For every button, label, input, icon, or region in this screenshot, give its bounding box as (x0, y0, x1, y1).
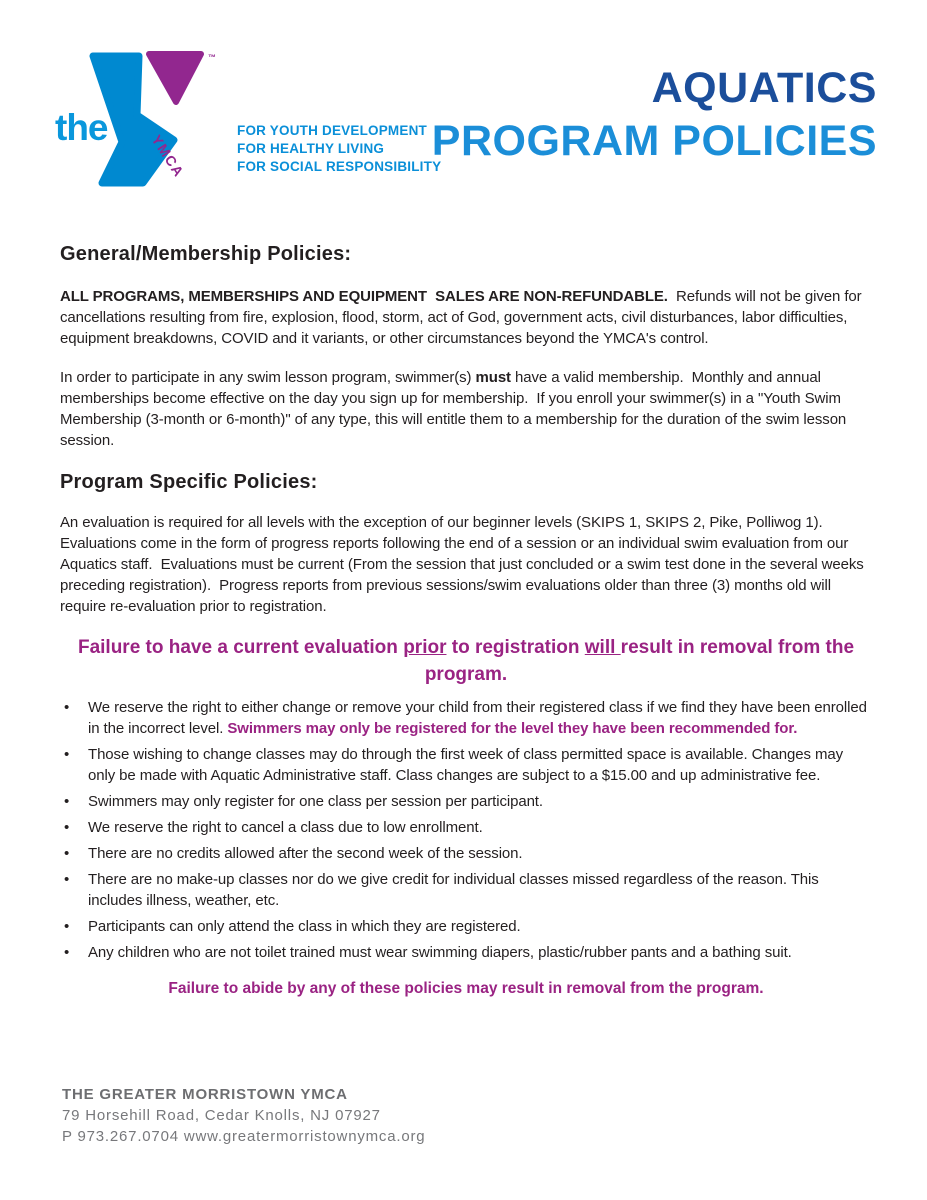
refund-policy-text: Refunds will not be given for cancellations resulting from fire, explosion, flood, storm, act of God, government acts, civil disturbances, labor difficulties, equipment breakdowns, COVID and it variants, or other circumstances beyond the YMCA's control. (60, 288, 866, 347)
ymca-logo (55, 45, 240, 200)
policy-bullet-item (60, 916, 872, 937)
must-bold: must (475, 369, 511, 386)
warning-underline-will: will (584, 637, 621, 658)
policy-bullet-list (60, 697, 872, 963)
tagline-line-1: FOR YOUTH DEVELOPMENT (237, 123, 427, 138)
logo-ymca-label: YMCA (148, 131, 188, 181)
policy-bullet-item (60, 791, 872, 812)
footer-org-name: THE GREATER MORRISTOWN YMCA (62, 1086, 348, 1103)
membership-text-2: have a valid membership. Monthly and annual memberships become effective on the day you sign up for membership. If you enroll your swimmer(s) in a "Youth Swim Membership (3-month or 6-month)" of any type, this will entitle them to a membership for the duration of the swim lesson session. (60, 369, 851, 449)
bullet-text: We reserve the right to either change or remove your child from their registered class if we find they have been enrolled in the incorrect level. (88, 699, 871, 737)
evaluation-warning (60, 634, 872, 688)
policy-bullet-item (60, 817, 872, 838)
bullet-text: Any children who are not toilet trained must wear swimming diapers, plastic/rubber pants and a bathing suit. (88, 944, 792, 961)
logo-the-label: the (55, 107, 108, 148)
warning-underline-prior: prior (403, 637, 447, 658)
bullet-text: There are no make-up classes nor do we give credit for individual classes missed regardless of the reason. This includes illness, weather, etc. (88, 871, 823, 909)
warning-text-2: to registration (446, 637, 585, 658)
y-triangle-icon (149, 54, 201, 102)
bullet-highlight-text: Swimmers may only be registered for the level they have been recommended for. (227, 720, 798, 737)
bullet-text: There are no credits allowed after the second week of the session. (88, 845, 523, 862)
bullet-text: Swimmers may only register for one class per session per participant. (88, 793, 543, 810)
warning-text-1: Failure to have a current evaluation (77, 637, 404, 658)
document-title (432, 62, 877, 168)
refund-policy-paragraph (60, 286, 872, 349)
footer-address: 79 Horsehill Road, Cedar Knolls, NJ 07927 (62, 1107, 381, 1124)
evaluation-paragraph: An evaluation is required for all levels with the exception of our beginner levels (SKIPS 1, SKIPS 2, Pike, Polliwog 1). Evaluations come in the form of progress reports following the end of a session or an individual swim evaluation from our Aquatics staff. Evaluations must be current (From the session that just concluded or a swim test done in the several weeks preceding registration). Progress reports from previous sessions/swim evaluations older than three (3) months old will require re-evaluation prior to registration. (60, 514, 868, 615)
tagline-line-2: FOR HEALTHY LIVING (237, 141, 385, 156)
title-line-aquatics: AQUATICS (651, 64, 877, 112)
program-policies-heading: Program Specific Policies: (60, 471, 318, 493)
membership-text-1: In order to participate in any swim lesson program, swimmer(s) (60, 369, 476, 386)
footer (62, 1084, 425, 1147)
bullet-text: Participants can only attend the class in which they are registered. (88, 918, 521, 935)
membership-paragraph (60, 367, 872, 451)
footer-phone-website: P 973.267.0704 www.greatermorristownymca.org (62, 1128, 426, 1145)
logo-tagline (237, 122, 441, 176)
tagline-line-3: FOR SOCIAL RESPONSIBILITY (237, 159, 442, 174)
ymca-logo-icon (55, 45, 240, 200)
title-line-program-policies: PROGRAM POLICIES (431, 117, 877, 165)
warning-text-3: result in removal from the program. (424, 637, 860, 685)
bullet-text: Those wishing to change classes may do through the first week of class permitted space is available. Changes may only be made with Aquatic Administrative staff. Class changes are subject to a $15.00 and up administrative fee. (88, 746, 848, 784)
bullet-text: We reserve the right to cancel a class due to low enrollment. (88, 819, 483, 836)
policy-bullet-item (60, 869, 872, 911)
trademark-symbol: ™ (208, 53, 216, 62)
policy-bullet-item (60, 942, 872, 963)
policy-bullet-item (60, 843, 872, 864)
policy-bullet-item (60, 744, 872, 786)
final-warning: Failure to abide by any of these policies may result in removal from the program. (168, 980, 764, 997)
non-refundable-bold: ALL PROGRAMS, MEMBERSHIPS AND EQUIPMENT SALES ARE NON-REFUNDABLE. (60, 288, 668, 305)
general-policies-heading: General/Membership Policies: (60, 243, 352, 265)
document-body (60, 243, 872, 999)
policy-bullet-item (60, 697, 872, 739)
